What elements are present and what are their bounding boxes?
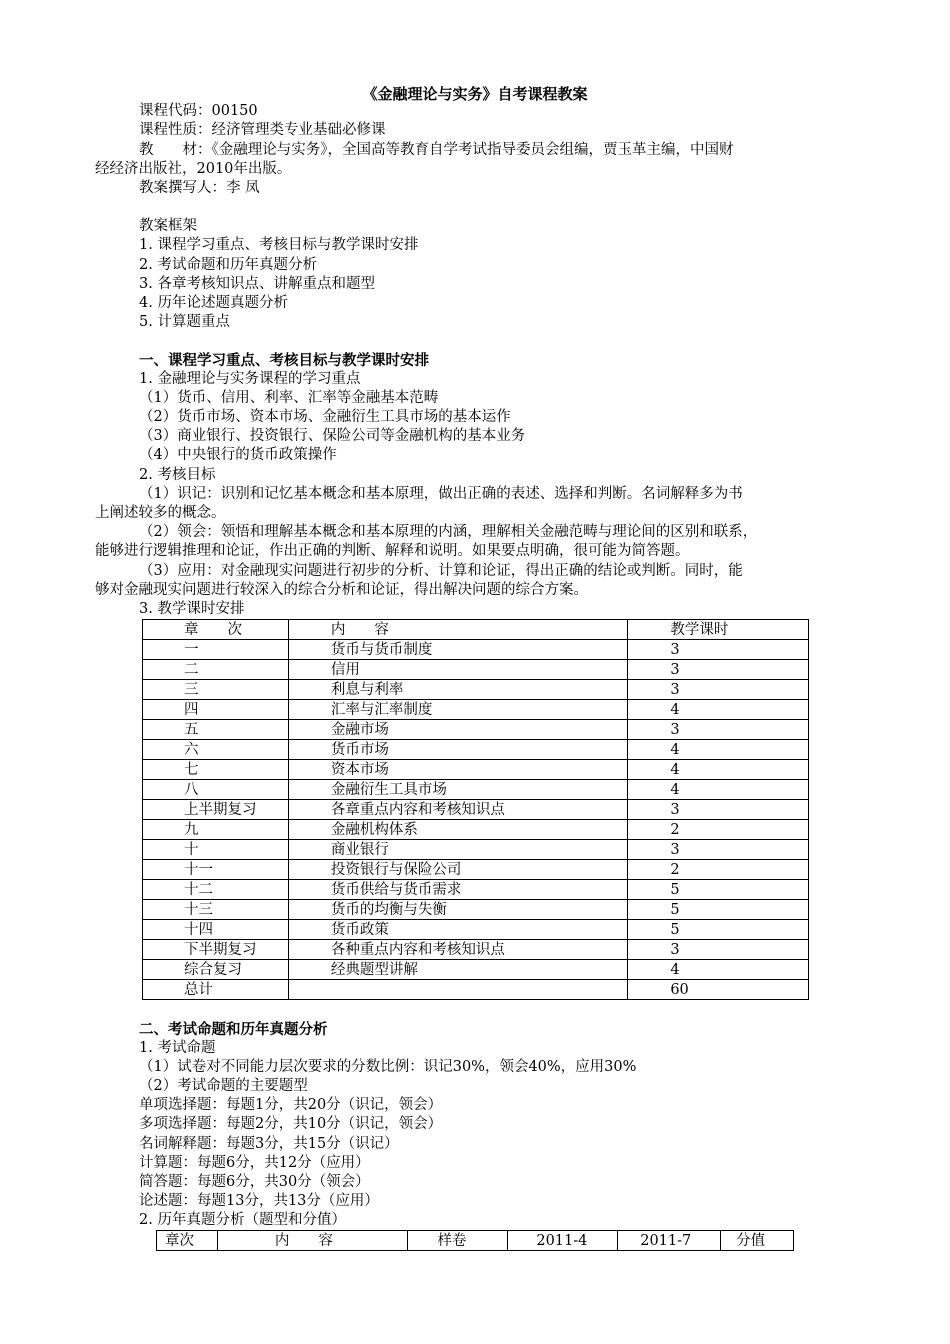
table-cell-chapter: 三 [184, 681, 199, 698]
table-cell-content: 货币政策 [330, 921, 389, 938]
table-cell-hours: 4 [670, 781, 680, 798]
table-cell-chapter: 十四 [184, 921, 213, 938]
table-cell-chapter: 上半期复习 [184, 801, 257, 818]
table-cell-hours: 4 [670, 741, 680, 758]
header-2011-7: 2011-7 [640, 1232, 692, 1249]
header-hours: 教学课时 [670, 621, 729, 638]
table-row [143, 740, 809, 760]
table-cell-chapter: 九 [184, 821, 199, 838]
table-cell-chapter: 十 [184, 841, 199, 858]
table-row [143, 680, 809, 700]
score-ratio: （1）试卷对不同能力层次要求的分数比例：识记30%，领会40%，应用30% [139, 1059, 637, 1075]
goal-understand-line-1: （2）领会：领悟和理解基本概念和基本原理的内涵，理解相关金融范畴与理论间的区别和联系， [139, 524, 758, 540]
question-type: 名词解释题：每题3分，共15分（识记） [139, 1136, 399, 1152]
table-cell-chapter: 六 [184, 741, 199, 758]
table-cell-chapter: 综合复习 [184, 961, 242, 978]
table-row [143, 720, 809, 740]
table-row [143, 640, 809, 660]
header-2011-4: 2011-4 [536, 1232, 588, 1249]
table-cell-hours: 3 [670, 841, 680, 858]
goal-apply-line-2: 够对金融现实问题进行较深入的综合分析和论证，得出解决问题的综合方案。 [95, 582, 588, 598]
table-row [143, 860, 809, 880]
header-content: 内 容 [274, 1232, 333, 1249]
question-type: 多项选择题：每题2分，共10分（识记，领会） [139, 1116, 443, 1132]
study-point: （2）货币市场、资本市场、金融衍生工具市场的基本运作 [139, 409, 511, 425]
framework-item: 2. 考试命题和历年真题分析 [139, 257, 317, 273]
table-cell-content: 各种重点内容和考核知识点 [330, 941, 505, 958]
table-cell-content: 汇率与汇率制度 [330, 701, 433, 718]
framework-item: 3. 各章考核知识点、讲解重点和题型 [139, 276, 375, 292]
table-header-row [157, 1231, 794, 1251]
table-cell-chapter: 一 [184, 641, 199, 658]
table-cell-chapter: 八 [184, 781, 199, 798]
table-cell-content: 货币供给与货币需求 [330, 881, 462, 898]
table-cell-content: 利息与利率 [330, 681, 404, 698]
table-row [143, 700, 809, 720]
table-row [143, 760, 809, 780]
table-cell-hours: 4 [670, 961, 680, 978]
header-sample-paper: 样卷 [437, 1232, 467, 1249]
section-2-sub1: 1. 考试命题 [139, 1040, 216, 1056]
table-cell-hours: 4 [670, 701, 680, 718]
table-header-row [143, 620, 809, 640]
framework-item: 5. 计算题重点 [139, 314, 230, 330]
table-cell-hours: 3 [670, 941, 680, 958]
table-cell-content: 资本市场 [330, 761, 389, 778]
section-2-heading: 二、考试命题和历年真题分析 [139, 1021, 328, 1038]
table-row [143, 840, 809, 860]
textbook-line-2: 经经济出版社，2010年出版。 [95, 161, 292, 177]
section-1-sub2: 2. 考核目标 [139, 467, 216, 483]
table-cell-hours: 3 [670, 661, 680, 678]
table-cell-chapter: 下半期复习 [184, 941, 257, 958]
author-line: 教案撰写人：李 凤 [139, 180, 260, 196]
table-cell-chapter: 七 [184, 761, 199, 778]
table-row [143, 780, 809, 800]
table-row [143, 940, 809, 960]
question-type: 论述题：每题13分，共13分（应用） [139, 1193, 379, 1209]
table-cell-hours: 4 [670, 761, 680, 778]
table-cell-content: 金融市场 [330, 721, 389, 738]
table-row [143, 960, 809, 980]
course-code: 课程代码：00150 [139, 103, 258, 119]
study-point: （1）货币、信用、利率、汇率等金融基本范畴 [139, 390, 439, 406]
table-cell-content: 信用 [330, 661, 360, 678]
table-cell-chapter: 总计 [184, 981, 213, 998]
textbook-line-1: 教 材：《金融理论与实务》，全国高等教育自学考试指导委员会组编，贾玉革主编，中国财 [139, 142, 734, 158]
question-type: 计算题：每题6分，共12分（应用） [139, 1155, 370, 1171]
header-chapter: 章次 [165, 1232, 194, 1249]
table-row [143, 980, 809, 1000]
past-exam-table [156, 1230, 794, 1251]
table-cell-content: 金融衍生工具市场 [330, 781, 447, 798]
table-cell-hours: 3 [670, 681, 680, 698]
goal-recall-line-1: （1）识记：识别和记忆基本概念和基本原理，做出正确的表述、选择和判断。名词解释多为书 [139, 486, 743, 502]
table-cell-hours: 5 [670, 901, 680, 918]
header-chapter: 章 次 [184, 621, 242, 638]
framework-heading: 教案框架 [139, 218, 197, 234]
framework-item: 1. 课程学习重点、考核目标与教学课时安排 [139, 237, 419, 253]
table-row [143, 880, 809, 900]
section-2-sub2: 2. 历年真题分析（题型和分值） [139, 1212, 346, 1228]
table-cell-hours: 3 [670, 721, 680, 738]
question-types-heading: （2）考试命题的主要题型 [139, 1078, 308, 1094]
table-cell-hours: 2 [670, 861, 680, 878]
table-cell-hours: 3 [670, 641, 680, 658]
header-content: 内 容 [330, 621, 389, 638]
course-nature: 课程性质：经济管理类专业基础必修课 [139, 122, 386, 138]
section-1-sub1: 1. 金融理论与实务课程的学习重点 [139, 371, 361, 387]
table-cell-chapter: 五 [184, 721, 199, 738]
question-type: 单项选择题：每题1分，共20分（识记，领会） [139, 1097, 443, 1113]
table-cell-hours: 3 [670, 801, 680, 818]
framework-item: 4. 历年论述题真题分析 [139, 295, 288, 311]
goal-apply-line-1: （3）应用：对金融现实问题进行初步的分析、计算和论证，得出正确的结论或判断。同时，能 [139, 563, 743, 579]
question-type: 简答题：每题6分，共30分（领会） [139, 1174, 370, 1190]
table-cell-content: 经典题型讲解 [330, 961, 418, 978]
table-cell-content: 金融机构体系 [330, 821, 418, 838]
table-row [143, 660, 809, 680]
table-cell-hours: 60 [670, 981, 689, 998]
table-cell-content: 货币的均衡与失衡 [330, 901, 447, 918]
table-cell-chapter: 十一 [184, 861, 213, 878]
table-cell-chapter: 十二 [184, 881, 213, 898]
table-row [143, 900, 809, 920]
table-cell-hours: 5 [670, 921, 680, 938]
table-cell-hours: 5 [670, 881, 680, 898]
table-cell-chapter: 四 [184, 701, 199, 718]
table-cell-hours: 2 [670, 821, 680, 838]
goal-recall-line-2: 上阐述较多的概念。 [95, 505, 226, 521]
goal-understand-line-2: 能够进行逻辑推理和论证，作出正确的判断、解释和说明。如果要点明确，很可能为简答题。 [95, 543, 690, 559]
section-1-sub3: 3. 教学课时安排 [139, 601, 245, 617]
table-cell-chapter: 十三 [184, 901, 213, 918]
table-cell-content: 货币与货币制度 [330, 641, 433, 658]
study-point: （4）中央银行的货币政策操作 [139, 447, 337, 463]
study-point: （3）商业银行、投资银行、保险公司等金融机构的基本业务 [139, 428, 526, 444]
table-cell-content: 货币市场 [330, 741, 389, 758]
schedule-table [142, 619, 809, 1000]
table-row [143, 820, 809, 840]
table-cell-content: 投资银行与保险公司 [330, 861, 462, 878]
table-row [143, 920, 809, 940]
section-1-heading: 一、课程学习重点、考核目标与教学课时安排 [139, 352, 429, 369]
table-cell-chapter: 二 [184, 661, 199, 678]
document-title: 《金融理论与实务》自考课程教案 [362, 85, 588, 103]
table-cell-content: 商业银行 [330, 841, 389, 858]
header-score: 分值 [736, 1232, 766, 1249]
table-row [143, 800, 809, 820]
table-cell-content: 各章重点内容和考核知识点 [330, 801, 505, 818]
